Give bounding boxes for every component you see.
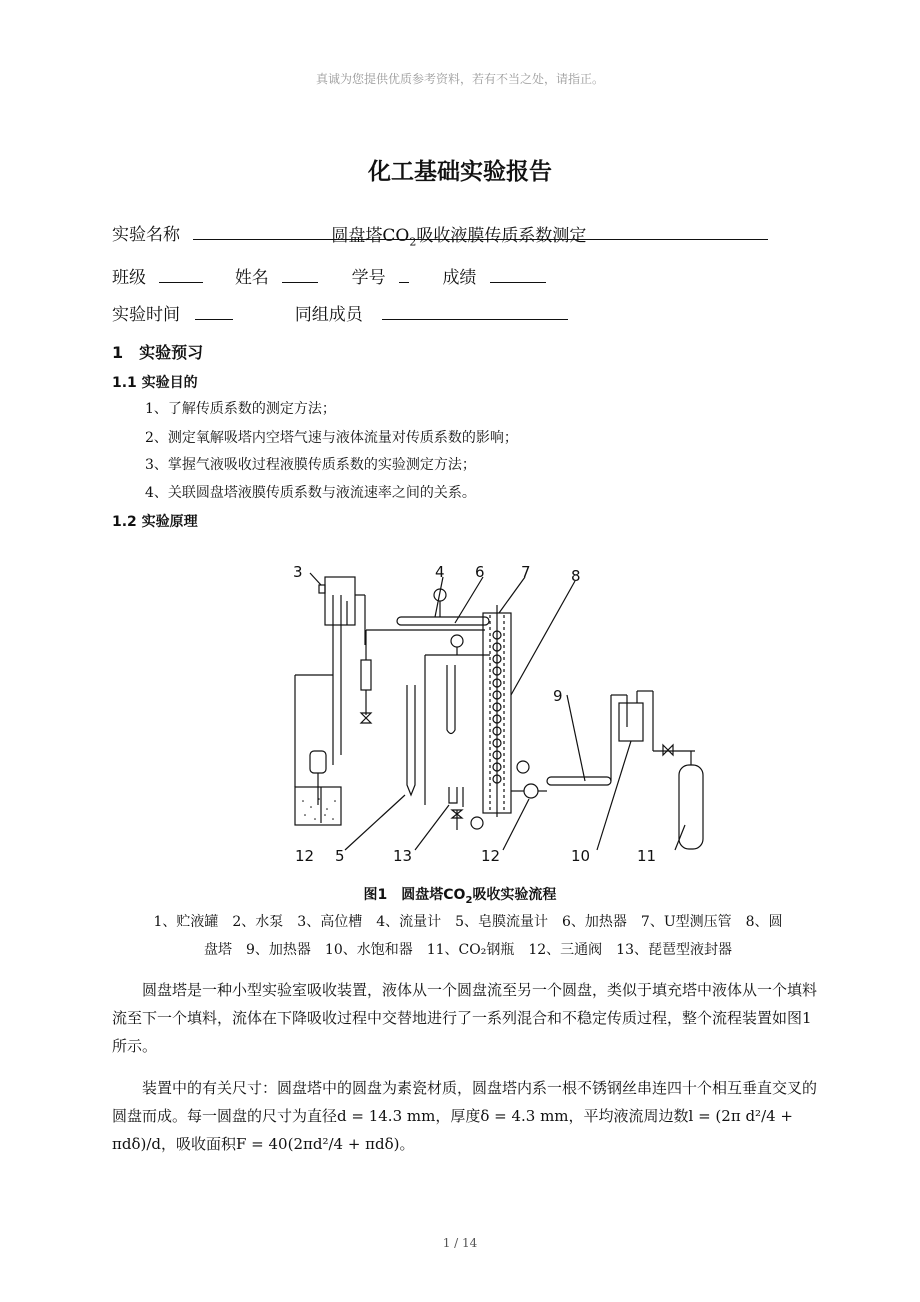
page-title: 化工基础实验报告 [368, 159, 552, 185]
experiment-name-field [193, 221, 768, 249]
leader-line [511, 581, 575, 695]
section-1-1-heading: 1.1 实验目的 [112, 375, 198, 391]
grade-label: 成绩 [442, 268, 477, 288]
leader-line [415, 805, 449, 850]
figure-label: 11 [637, 847, 657, 865]
grade-field [490, 264, 546, 283]
paragraph: 装置中的有关尺寸：圆盘塔中的圆盘为素瓷材质，圆盘塔内系一根不锈钢丝串连四十个相互垂直交叉的圆盘而成。每一圆盘的尺寸为直径d = 14.3 mm，厚度δ = 4.3 mm，平均液流周边数l = (2π d²/4 + πdδ)/d，吸收面积F = 40(2πd²/4 + πdδ)。 [112, 1079, 818, 1153]
soap-film-flowmeter [407, 685, 415, 795]
legend-line: 盘塔 9、加热器 10、水饱和器 11、CO₂钢瓶 12、三通阀 13、琵琶型液封器 [204, 942, 732, 958]
leader-line [310, 573, 321, 585]
figure-label: 3 [293, 563, 303, 581]
group-label: 同组成员 [294, 305, 363, 325]
figure-label: 10 [571, 847, 591, 865]
objective-item: 1、了解传质系数的测定方法； [145, 401, 336, 417]
figure-label: 13 [393, 847, 413, 865]
figure-label: 5 [335, 847, 345, 865]
name-label: 姓名 [234, 268, 269, 288]
leader-line [675, 825, 685, 850]
heater-9 [547, 777, 611, 785]
objective-item: 4、关联圆盘塔液膜传质系数与液流速率之间的关系。 [145, 485, 476, 501]
leader-line [597, 741, 631, 850]
thermometer-icon [471, 817, 483, 829]
experiment-name-row [112, 220, 768, 249]
time-group-row [112, 300, 568, 325]
leader-line [567, 695, 585, 781]
u-manometer [447, 665, 455, 734]
student-info-row [112, 263, 546, 288]
co2-cylinder [679, 765, 703, 849]
figure-caption: 图1 圆盘塔$CO_2$吸收实验流程 [363, 887, 557, 906]
leader-line [503, 799, 529, 850]
three-way-valve [524, 784, 538, 798]
student-id-field [399, 264, 409, 283]
figure-label: 6 [475, 563, 485, 581]
name-field [282, 264, 318, 283]
water-pump [310, 751, 326, 773]
figure-label: 8 [571, 567, 581, 585]
time-field [195, 301, 233, 320]
flowmeter [361, 660, 371, 690]
class-field [159, 264, 203, 283]
group-field [382, 301, 568, 320]
experiment-name-label: 实验名称 [112, 225, 180, 245]
legend-line: 1、贮液罐 2、水泵 3、高位槽 4、流量计 5、皂膜流量计 6、加热器 7、U型测压管 8、圆 [153, 914, 783, 930]
apparatus-diagram [285, 555, 705, 875]
leader-line [455, 577, 483, 623]
leader-line [345, 795, 405, 850]
figure-label: 12 [481, 847, 501, 865]
lute-seal [449, 787, 457, 803]
student-id-label: 学号 [351, 268, 386, 288]
figure-legend [112, 908, 824, 964]
experiment-name-value: 圆盘塔$CO_2$吸收液膜传质系数测定 [331, 226, 587, 249]
leader-line [499, 577, 525, 613]
thermometer-icon [517, 761, 529, 773]
header-note: 真诚为您提供优质参考资料，若有不当之处，请指正。 [315, 72, 604, 86]
heater-6 [397, 617, 489, 625]
figure-label: 7 [521, 563, 531, 581]
section-1-heading: 1 实验预习 [112, 343, 204, 362]
figure-label: 4 [435, 563, 445, 581]
figure-label: 9 [553, 687, 563, 705]
figure-label: 12 [295, 847, 315, 865]
objective-item: 2、测定氧解吸塔内空塔气速与液体流量对传质系数的影响； [145, 430, 518, 446]
water-saturator [619, 703, 643, 741]
time-label: 实验时间 [112, 305, 180, 325]
objective-item: 3、掌握气液吸收过程液膜传质系数的实验测定方法； [145, 457, 476, 473]
thermometer-icon [451, 635, 463, 647]
tank-overflow [319, 585, 325, 593]
valve-icon [663, 745, 673, 755]
storage-liquid [302, 798, 336, 820]
page-number: 1 / 14 [442, 1236, 478, 1250]
class-label: 班级 [112, 268, 146, 288]
section-1-2-heading: 1.2 实验原理 [112, 514, 198, 530]
leader-line [435, 577, 443, 617]
paragraph: 圆盘塔是一种小型实验室吸收装置，液体从一个圆盘流至另一个圆盘，类似于填充塔中液体从一个填料流至下一个填料，流体在下降吸收过程中交替地进行了一系列混合和不稳定传质过程，整个流程装置如图1所示。 [112, 981, 818, 1055]
high-level-tank [325, 577, 355, 625]
